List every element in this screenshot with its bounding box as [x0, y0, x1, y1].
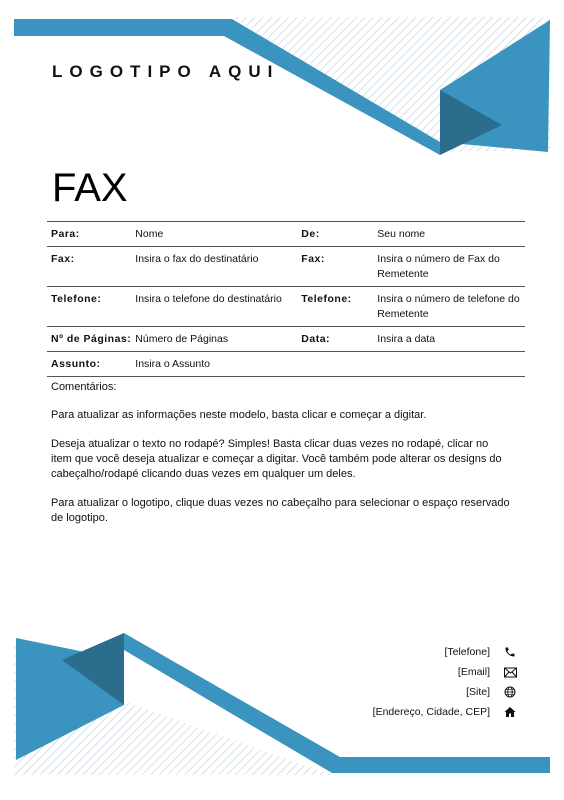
page-title: FAX — [52, 166, 128, 210]
phone-icon — [500, 646, 520, 658]
globe-icon — [500, 686, 520, 698]
table-row — [47, 352, 525, 377]
field-page-count[interactable]: Número de Páginas — [131, 327, 297, 352]
comments-label: Comentários: — [51, 381, 117, 393]
label-phone-sender: Telefone: — [297, 287, 373, 327]
contact-phone[interactable] — [373, 642, 520, 662]
contact-address[interactable] — [373, 702, 520, 722]
contact-text: [Email] — [457, 666, 490, 678]
field-subject[interactable]: Insira o Assunto — [131, 352, 297, 377]
empty-value — [373, 352, 525, 377]
fax-info-table — [47, 221, 525, 377]
table-row — [47, 222, 525, 247]
label-phone-recipient: Telefone: — [47, 287, 131, 327]
comments-body[interactable] — [51, 408, 511, 540]
table-row — [47, 287, 525, 327]
contact-text: [Site] — [466, 686, 490, 698]
contact-text: [Telefone] — [444, 646, 490, 658]
field-sender-name[interactable]: Seu nome — [373, 222, 525, 247]
home-icon — [500, 706, 520, 718]
paragraph: Para atualizar o logotipo, clique duas vezes no cabeçalho para selecionar o espaço reservado de logotipo. — [51, 497, 510, 524]
table-row — [47, 327, 525, 352]
empty-label — [297, 352, 373, 377]
label-fax-sender: Fax: — [297, 247, 373, 287]
field-recipient-name[interactable]: Nome — [131, 222, 297, 247]
label-para: Para: — [47, 222, 131, 247]
field-recipient-fax[interactable]: Insira o fax do destinatário — [131, 247, 297, 287]
contact-email[interactable] — [373, 662, 520, 682]
paragraph: Deseja atualizar o texto no rodapé? Simples! Basta clicar duas vezes no rodapé, clicar no item que você deseja atualizar e começar a digitar. Você também pode alterar os designs do cabeçalho/rodapé clicando duas vezes em qualquer um deles. — [51, 438, 502, 480]
label-fax-recipient: Fax: — [47, 247, 131, 287]
table-row — [47, 247, 525, 287]
logo-placeholder[interactable]: LOGOTIPO AQUI — [52, 62, 280, 81]
field-recipient-phone[interactable]: Insira o telefone do destinatário — [131, 287, 297, 327]
label-de: De: — [297, 222, 373, 247]
label-pages: Nº de Páginas: — [47, 327, 131, 352]
footer-contacts — [373, 642, 520, 722]
contact-site[interactable] — [373, 682, 520, 702]
field-sender-phone[interactable]: Insira o número de telefone do Remetente — [373, 287, 525, 327]
email-icon — [500, 667, 520, 678]
label-date: Data: — [297, 327, 373, 352]
field-date[interactable]: Insira a data — [373, 327, 525, 352]
paragraph: Para atualizar as informações neste modelo, basta clicar e começar a digitar. — [51, 409, 427, 421]
label-subject: Assunto: — [47, 352, 131, 377]
field-sender-fax[interactable]: Insira o número de Fax do Remetente — [373, 247, 525, 287]
contact-text: [Endereço, Cidade, CEP] — [372, 706, 490, 718]
